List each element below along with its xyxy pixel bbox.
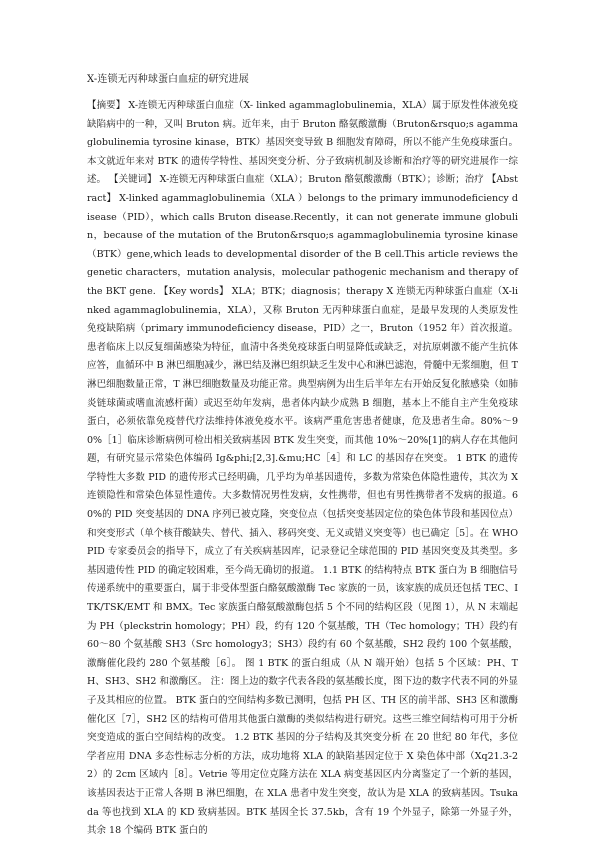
document-body: 【摘要】 X-连锁无丙种球蛋白血症（X- linked agammaglobulinemia，XLA）属于原发性体液免疫缺陷病中的一种，又叫 Bruton 病。近年来，由于 Bruton 酪氨酸激酶（Bruton&rsquo;s agammaglobulinemia tyrosine kinase，BTK）基因突变导致 B 细胞发育障碍，所以不能产生免疫球蛋白。本文就近年来对 BTK 的遗传学特性、基因突变分析、分子致病机制及诊断和治疗等的研究进展作一综述。 【关键词】 X-连锁无丙种球蛋白血症（XLA）；Bruton 酪氨酸激酶（BTK）；诊断；治疗 【Abstract】 X-linked agammaglobulinemia（XLA ）belongs to the primary immunodeficiency disease（PID），which calls Bruton disease.Recently，it can not generate immune globulin，because of the mutation of the Bruton&rsquo;s agammaglobulinemia tyrosine kinase（BTK）gene,which leads to developmental disorder of the B cell.This article reviews the genetic characters，mutation analysis，molecular pathogenic mechanism and therapy of the BKT gene. 【Key words】 XLA；BTK；diagnosis；therapy X 连锁无丙种球蛋白血症（X-linked agammaglobulinemia，XLA），又称 Bruton 无丙种球蛋白血症，是最早发现的人类原发性免疫缺陷病（primary immunodeficiency disease，PID）之一，Bruton（1952 年）首次报道。患者临床上以反复细菌感染为特征，血清中各类免疫球蛋白明显降低或缺乏，对抗原刺激不能产生抗体应答，血循环中 B 淋巴细胞减少，淋巴结及淋巴组织缺乏生发中心和淋巴滤泡，骨髓中无浆细胞，但 T 淋巴细胞数量正常，T 淋巴细胞数量及功能正常。典型病例为出生后半年左右开始反复化脓感染（如肺炎链球菌或嗜血流感杆菌）或迟至幼年发病，患者体内缺少成熟 B 细胞，基本上不能自主产生免疫球蛋白，必须依靠免疫替代疗法维持体液免疫水平。该病严重危害患者健康，危及患者生命。80%～90%［1］临床诊断病例可检出相关致病基因 BTK 发生突变，而其他 10%～20%[1]的病人存在其他问题，有研究显示常染色体编码 Ig&phi;[2,3].&mu;HC［4］和 LC 的基因存在突变。 1 BTK 的遗传学特性大多数 PID 的遗传形式已经明确，几乎均为单基因遗传，多数为常染色体隐性遗传，其次为 X 连锁隐性和常染色体显性遗传。大多数情况男性发病，女性携带，但也有男性携带者不发病的报道。60%的 PID 突变基因的 DNA 序列已被克隆，突变位点（包括突变基因定位的染色体节段和基因位点）和突变形式（单个核苷酸缺失、替代、插入、移码突变、无义或错义突变等）也已确定［5］。在 WHO PID 专家委员会的指导下，成立了有关疾病基因库，记录登记全球范围的 PID 基因突变及其类型。多基因遗传性 PID 的确定较困难，至今尚无确切的报道。 1.1 BTK 的结构特点 BTK 蛋白为 B 细胞信号传递系统中的重要蛋白，属于非受体型蛋白酪氨酸激酶 Tec 家族的一员，该家族的成员还包括 TEC、ITK/TSK/EMT 和 BMX。Tec 家族蛋白酪氨酸激酶包括 5 个不同的结构区段（见图 1），从 N 末端起为 PH（pleckstrin homology；PH）段，约有 120 个氨基酸，TH（Tec homology；TH）段约有 60～80 个氨基酸 SH3（Src homology3；SH3）段约有 60 个氨基酸，SH2 段约 100 个氨基酸，激酶催化段约 280 个氨基酸［6］。 图 1 BTK 的蛋白组成（从 N 端开始）包括 5 个区域：PH、TH、SH3、SH2 和激酶区。 注：图上边的数字代表各段的氨基酸长度，图下边的数字代表不同的外显子及其相应的位置。 BTK 蛋白的空间结构多数已测明，包括 PH 区、TH 区的前半部、SH3 区和激酶催化区［7］，SH2 区的结构可借用其他蛋白激酶的类似结构进行研究。这些三维空间结构可用于分析突变造成的蛋白空间结构的改变。 1.2 BTK 基因的分子结构及其突变分析 在 20 世纪 80 年代，多位学者应用 DNA 多态性标志分析的方法，成功地将 XLA 的缺陷基因定位于 X 染色体中部（Xq21.3-22）的 2cm 区域内［8］。Vetrie 等用定位克隆方法在 XLA 病变基因区内分离鉴定了一个新的基因，该基因表达于正常人各期 B 淋巴细胞，在 XLA 患者中发生突变，故认为是 XLA 的致病基因。Tsukada 等也找到 XLA 的 KD 致病基因。BTK 基因全长 37.5kb，含有 19 个外显子，除第一外显子外，其余 18 个编码 BTK 蛋白的 [87,100,518,837]
document-title: X-连锁无丙种球蛋白血症的研究进展 [87,74,249,85]
